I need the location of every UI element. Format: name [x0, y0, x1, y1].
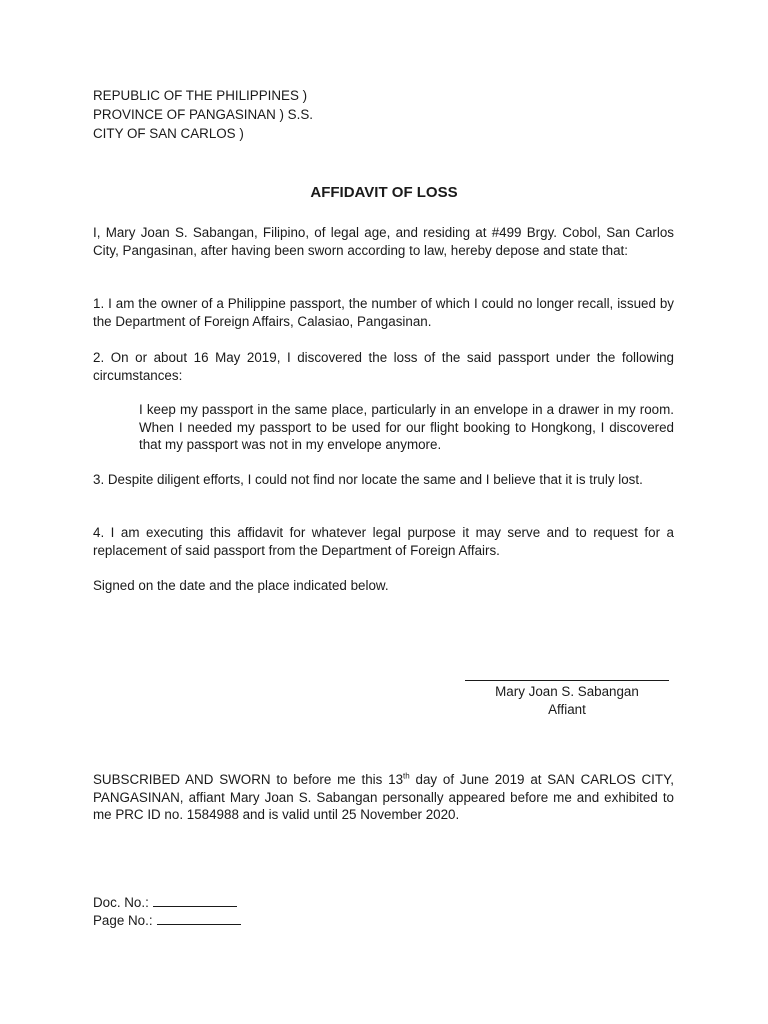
item-3-paragraph: 3. Despite diligent efforts, I could not find nor locate the same and I believe that it is truly lost.: [93, 472, 643, 487]
circumstances-paragraph: I keep my passport in the same place, particularly in an envelope in a drawer in my room. When I needed my passport to be used for our flight booking to Hongkong, I discovered that my passport was not in my envelope anymore.: [139, 402, 674, 453]
doc-no-line: [93, 894, 237, 912]
doc-no-blank: [153, 894, 237, 907]
item-1-paragraph: 1. I am the owner of a Philippine passport, the number of which I could no longer recall, issued by the Department of Foreign Affairs, Calasiao, Pangasinan.: [93, 296, 674, 329]
doc-no-label: Doc. No.:: [93, 895, 149, 910]
jurat-text-end: day of June 2019 at SAN CARLOS CITY, PANGASINAN, affiant Mary Joan S. Sabangan personally appeared before me and exhibited to me PRC ID no. 1584988 and is valid until 25 November 2020.: [93, 772, 674, 823]
intro-paragraph: I, Mary Joan S. Sabangan, Filipino, of legal age, and residing at #499 Brgy. Cobol, San Carlos City, Pangasinan, after having been sworn according to law, hereby depose and state that:: [93, 225, 674, 258]
page-no-label: Page No.:: [93, 913, 153, 928]
item-4-paragraph: 4. I am executing this affidavit for whatever legal purpose it may serve and to request for a replacement of said passport from the Department of Foreign Affairs.: [93, 525, 674, 558]
jurat-paragraph: [93, 771, 674, 824]
caption-republic: REPUBLIC OF THE PHILIPPINES ): [93, 88, 308, 103]
item-2-paragraph: 2. On or about 16 May 2019, I discovered the loss of the said passport under the following circumstances:: [93, 350, 674, 383]
document-title: AFFIDAVIT OF LOSS: [310, 184, 458, 201]
signed-note: Signed on the date and the place indicated below.: [93, 578, 389, 593]
affiant-name: Mary Joan S. Sabangan: [495, 684, 639, 699]
affiant-role: Affiant: [548, 702, 586, 717]
page-no-blank: [157, 912, 241, 925]
caption-city: CITY OF SAN CARLOS ): [93, 126, 244, 141]
signature-line: [465, 680, 669, 681]
jurat-text-start: SUBSCRIBED AND SWORN to before me this 13: [93, 772, 404, 787]
jurat-day-suffix: th: [403, 771, 410, 781]
caption-province: PROVINCE OF PANGASINAN ) S.S.: [93, 107, 313, 122]
page-no-line: [93, 912, 241, 930]
